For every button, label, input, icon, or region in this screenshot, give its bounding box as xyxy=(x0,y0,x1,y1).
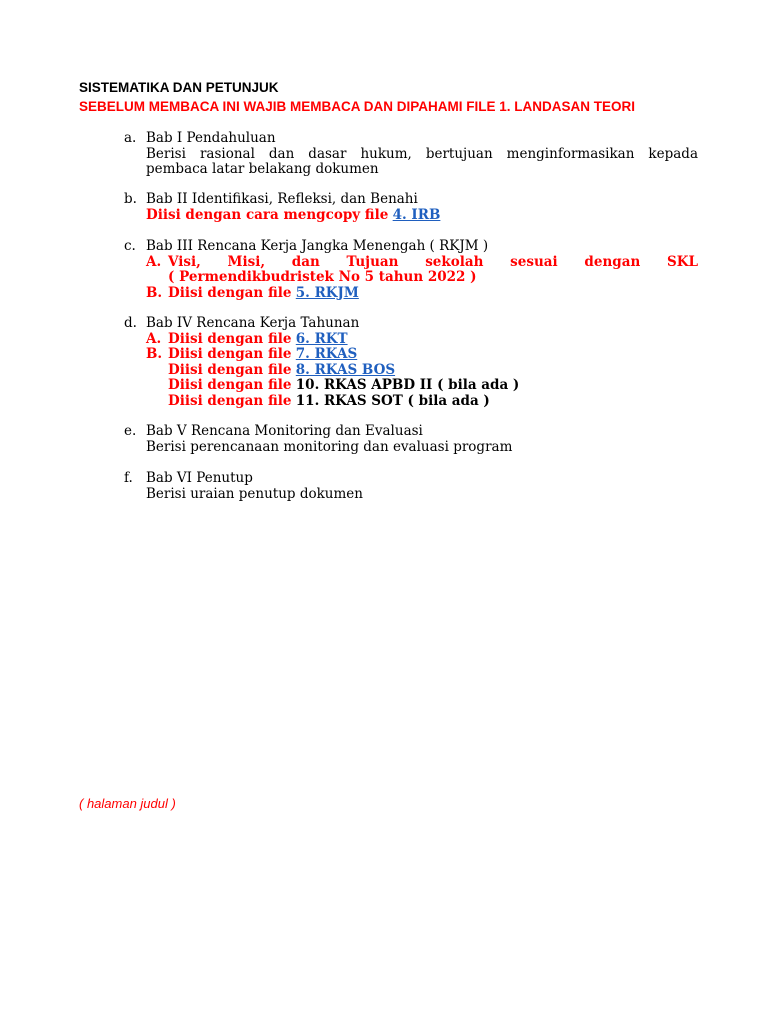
file-link-rkt[interactable]: 6. RKT xyxy=(295,330,348,347)
section-description: Berisi perencanaan monitoring dan evaluasi program xyxy=(146,438,513,455)
item-text: Diisi dengan file xyxy=(168,346,292,362)
section-description: Berisi rasional dan dasar hukum, bertujuan menginformasikan kepada xyxy=(146,145,698,162)
section-letter: b. xyxy=(124,191,137,207)
section-a xyxy=(124,131,698,178)
section-description-cont: pembaca latar belakang dokumen xyxy=(146,161,379,177)
section-heading: Bab IV Rencana Kerja Tahunan xyxy=(146,315,360,331)
footer-note: ( halaman judul ) xyxy=(79,796,176,811)
section-letter: e. xyxy=(124,423,137,439)
item-text: Diisi dengan file xyxy=(168,361,292,378)
section-letter: a. xyxy=(124,130,137,146)
section-d xyxy=(124,316,698,409)
document-subtitle: SEBELUM MEMBACA INI WAJIB MEMBACA DAN DIPAHAMI FILE 1. LANDASAN TEORI xyxy=(79,99,635,114)
file-name-rkas-sot: 11. RKAS SOT ( bila ada ) xyxy=(295,392,490,409)
section-heading: Bab VI Penutup xyxy=(146,470,253,486)
item-text: Diisi dengan file xyxy=(168,377,292,393)
item-text-cont: ( Permendikbudristek No 5 tahun 2022 ) xyxy=(168,269,477,285)
file-link-irb[interactable]: 4. IRB xyxy=(392,206,441,223)
section-heading: Bab II Identifikasi, Refleksi, dan Benahi xyxy=(146,191,418,207)
item-text: Diisi dengan file xyxy=(168,284,292,301)
document-title: SISTEMATIKA DAN PETUNJUK xyxy=(79,80,279,95)
section-b xyxy=(124,192,698,223)
item-text: Diisi dengan file xyxy=(168,392,292,409)
item-text: Visi, Misi, dan Tujuan sekolah sesuai dengan SKL xyxy=(168,253,698,270)
section-f xyxy=(124,471,698,502)
file-link-rkas-bos[interactable]: 8. RKAS BOS xyxy=(295,361,396,378)
section-heading: Bab III Rencana Kerja Jangka Menengah ( RKJM ) xyxy=(146,238,489,254)
instruction-text: Diisi dengan cara mengcopy file xyxy=(146,206,389,223)
section-heading: Bab I Pendahuluan xyxy=(146,130,276,146)
section-e xyxy=(124,424,698,455)
file-link-rkas[interactable]: 7. RKAS xyxy=(295,346,358,362)
item-letter: A. xyxy=(146,253,162,270)
item-letter: A. xyxy=(146,330,162,347)
section-c xyxy=(124,239,698,301)
section-heading: Bab V Rencana Monitoring dan Evaluasi xyxy=(146,423,423,439)
section-letter: d. xyxy=(124,315,137,331)
item-letter: B. xyxy=(146,346,163,362)
section-letter: f. xyxy=(124,470,133,486)
item-text: Diisi dengan file xyxy=(168,330,292,347)
section-description: Berisi uraian penutup dokumen xyxy=(146,485,363,502)
file-link-rkjm[interactable]: 5. RKJM xyxy=(295,284,359,301)
section-letter: c. xyxy=(124,238,136,254)
item-letter: B. xyxy=(146,284,163,301)
file-name-rkas-apbd: 10. RKAS APBD II ( bila ada ) xyxy=(295,377,520,393)
